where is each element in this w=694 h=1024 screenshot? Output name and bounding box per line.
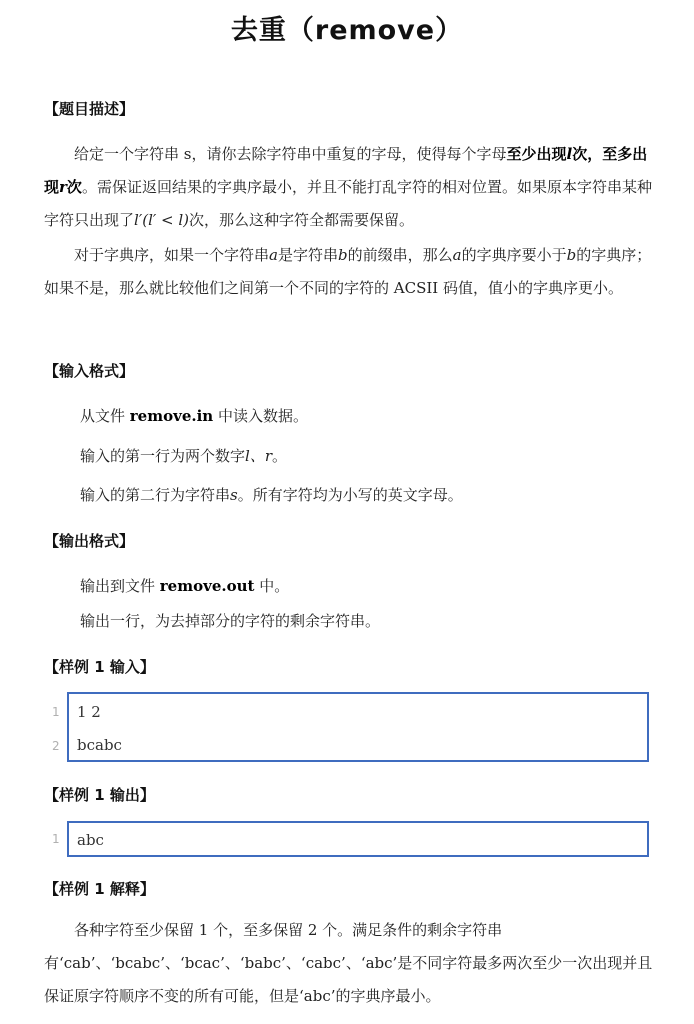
var-a: a: [452, 246, 462, 264]
input-line-2: 输入的第一行为两个数字l、r。: [80, 447, 287, 465]
output-line-2: 输出一行，为去掉部分的字符的剩余字符串。: [80, 612, 381, 630]
var-l: l: [566, 145, 573, 163]
output-line-1: 输出到文件 remove.out 中。: [80, 577, 290, 595]
sample-input-heading: 【样例 1 输入】: [44, 658, 155, 676]
desc-text: 的字典序；如果不是，那么就比较他们之间第一个不同的字符的 ACSII 码值，值小的字典序更小。: [44, 246, 652, 297]
page-title: 去重（remove）: [230, 15, 464, 46]
var-a: a: [269, 246, 278, 264]
desc-bold: 次: [66, 178, 82, 196]
code-line: abc: [77, 831, 104, 849]
explanation-heading: 【样例 1 解释】: [44, 880, 155, 898]
explanation-text: 各种字符至少保留 1 个，至多保留 2 个。满足条件的剩余字符串有‘cab’、‘bcabc’、‘bcac’、‘babc’、‘cabc’、‘abc’是不同字符最多两次至少一次出现并且保证原字符顺序不变的所有可能，但是‘abc’的字典序最小。: [44, 921, 653, 1005]
input-line-3: 输入的第二行为字符串s。所有字符均为小写的英文字母。: [80, 486, 463, 504]
desc-text: 给定一个字符串 s，请你去除字符串中重复的字母，使得每个字母: [74, 145, 507, 163]
desc-bold: 次，至多出现: [44, 145, 648, 196]
desc-text: 。需保证返回结果的字典序最小，并且不能打乱字符的相对位置。如果原本字符串某种字符只出现了: [44, 178, 652, 229]
desc-text: 的字典序要小于: [461, 246, 567, 264]
description-paragraph-2: [44, 239, 656, 305]
var-s: s: [230, 486, 238, 504]
line-number: 2: [52, 739, 60, 753]
output-heading: 【输出格式】: [44, 532, 135, 550]
var-r: r: [59, 178, 67, 196]
desc-bold: 至少出现: [506, 145, 567, 163]
line-number: 1: [52, 832, 60, 846]
input-filename: remove.in: [129, 407, 214, 425]
var-b: b: [566, 246, 577, 264]
desc-text: 是字符串: [277, 246, 338, 264]
sample-output-heading: 【样例 1 输出】: [44, 786, 155, 804]
output-filename: remove.out: [159, 577, 255, 595]
description-heading: 【题目描述】: [44, 100, 135, 118]
desc-text: 的前缀串，那么: [347, 246, 453, 264]
description-paragraph-1: [44, 138, 656, 237]
desc-text: 对于字典序，如果一个字符串: [74, 246, 270, 264]
input-heading: 【输入格式】: [44, 362, 135, 380]
line-number: 1: [52, 705, 60, 719]
sample-input-code-block: [67, 692, 649, 762]
math-expr: l′(l′ < l): [134, 211, 190, 229]
code-line: bcabc: [77, 736, 122, 754]
explanation-paragraph: [44, 914, 656, 1013]
var-l-r: l、r: [245, 447, 272, 465]
input-line-1: 从文件 remove.in 中读入数据。: [80, 407, 308, 425]
var-b: b: [337, 246, 348, 264]
code-line: 1 2: [77, 703, 101, 721]
sample-output-code-block: [67, 821, 649, 857]
desc-text: 次，那么这种字符全都需要保留。: [189, 211, 415, 229]
